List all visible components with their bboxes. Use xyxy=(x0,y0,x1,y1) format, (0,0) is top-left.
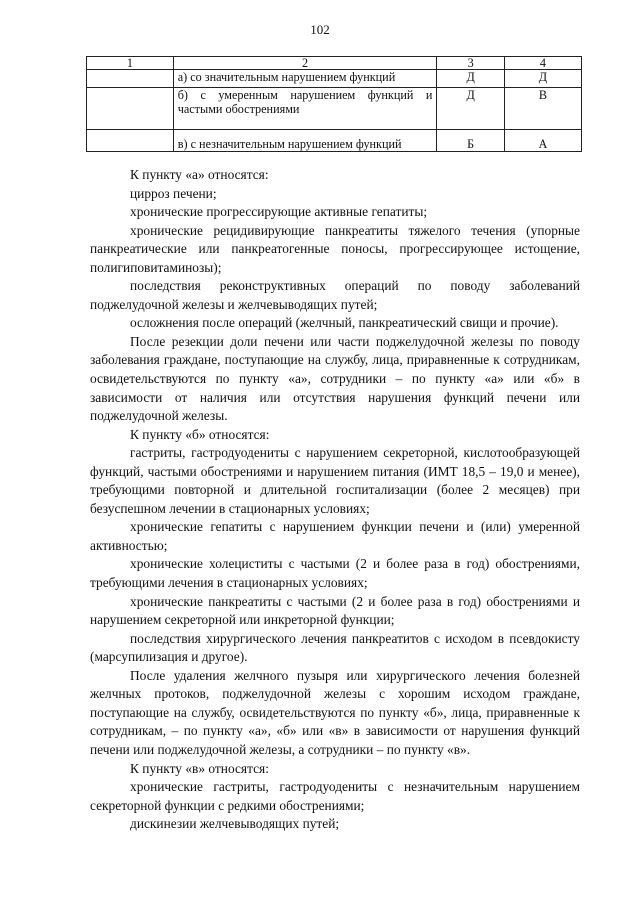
table-cell: Д xyxy=(437,88,504,130)
paragraph: осложнения после операций (желчный, панкреатический свищи и прочие). xyxy=(130,315,559,331)
page-number: 102 xyxy=(310,22,330,37)
paragraph: хронические гепатиты с нарушением функции печени и (или) умеренной активностью; xyxy=(90,519,580,553)
paragraph: гастриты, гастродуодениты с нарушением секреторной, кислотообразующей функций, частыми обострениями и нарушением питания (ИМТ 18,5 – 19,0 и менее), требующими повторной и длительной госпитализации (более 2 месяцев) при безуспешном лечении в стационарных условиях; xyxy=(90,445,580,516)
table-cell xyxy=(87,130,174,152)
table-header-cell: 2 xyxy=(173,57,437,70)
paragraph: последствия реконструктивных операций по поводу заболеваний поджелудочной железы и желчевыводящих путей; xyxy=(90,278,580,312)
table-cell: В xyxy=(504,88,581,130)
paragraph: К пункту «б» относятся: xyxy=(130,426,270,442)
paragraph: хронические прогрессирующие активные гепатиты; xyxy=(130,204,428,220)
table-header-cell: 4 xyxy=(504,57,581,70)
paragraph: После резекции доли печени или части поджелудочной железы по поводу заболевания граждане, поступающие на службу, лица, приравненные к сотрудникам, освидетельствуются по пункту «а», сотрудники – по пункту «а» или «б» в зависимости от наличия или отсутствия нарушения функций печени или поджелудочной железы. xyxy=(90,333,580,424)
paragraph: После удаления желчного пузыря или хирургического лечения болезней желчных протоков, поджелудочной железы с хорошим исходом граждане, поступающие на службу, освидетельствуются по пункту «б», лица, приравненные к сотрудникам, – по пункту «а», «б» или «в» в зависимости от нарушения функций печени или поджелудочной железы, а сотрудники – по пункту «в». xyxy=(90,667,580,757)
paragraph: цирроз печени; xyxy=(130,185,217,201)
table-cell: Б xyxy=(437,130,504,152)
paragraph: К пункту «в» относятся: xyxy=(130,760,269,776)
body-text xyxy=(90,166,580,834)
table-row xyxy=(87,130,582,152)
table-row xyxy=(87,88,582,130)
table-cell: б) с умеренным нарушением функций и частыми обострениями xyxy=(173,88,437,130)
table-cell xyxy=(87,88,174,130)
table-header-cell: 3 xyxy=(437,57,504,70)
table-header-row xyxy=(87,57,582,70)
table-cell: А xyxy=(504,130,581,152)
table-cell: Д xyxy=(504,70,581,88)
paragraph: последствия хирургического лечения панкреатитов с исходом в псевдокисту (марсупилизация и другое). xyxy=(90,630,580,665)
paragraph: К пункту «а» относятся: xyxy=(130,167,269,182)
table-cell: а) со значительным нарушением функций xyxy=(173,70,437,88)
paragraph: хронические гастриты, гастродуодениты с незначительным нарушением секреторной функции с редкими обострениями; xyxy=(90,779,580,813)
paragraph: хронические панкреатиты с частыми (2 и более раза в год) обострениями и нарушением секреторной или инкреторной функции; xyxy=(90,593,580,628)
paragraph: дискинезии желчевыводящих путей; xyxy=(130,816,340,832)
table-cell: в) с незначительным нарушением функций xyxy=(173,130,437,152)
paragraph: хронические рецидивирующие панкреатиты тяжелого течения (упорные панкреатические или панкреатогенные поносы, прогрессирующее истощение, полигиповитаминозы); xyxy=(90,222,580,275)
table-cell xyxy=(87,70,174,88)
table-cell: Д xyxy=(437,70,504,88)
classification-table xyxy=(86,56,582,152)
table-header-cell: 1 xyxy=(87,57,174,70)
paragraph: хронические холециститы с частыми (2 и более раза в год) обострениями, требующими лечения в стационарных условиях; xyxy=(90,556,580,591)
table-row xyxy=(87,70,582,88)
